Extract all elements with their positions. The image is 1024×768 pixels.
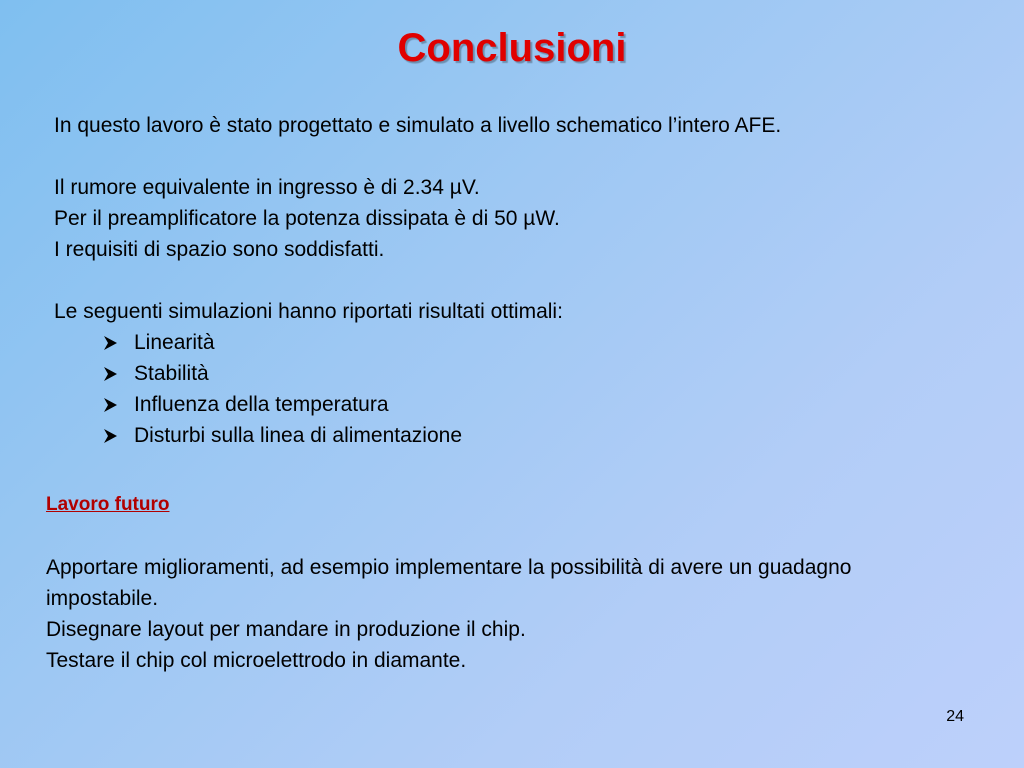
- bullet-label: Influenza della temperatura: [134, 393, 389, 416]
- conclusions-body: [54, 110, 781, 451]
- future-work-heading: Lavoro futuro: [46, 494, 170, 515]
- simulations-list: [54, 327, 781, 451]
- arrowhead-bullet-icon: [102, 428, 118, 444]
- result-space: I requisiti di spazio sono soddisfatti.: [54, 238, 385, 261]
- arrowhead-bullet-icon: [102, 397, 118, 413]
- slide-title: Conclusioni: [397, 26, 627, 70]
- list-item: [54, 420, 781, 451]
- result-noise: Il rumore equivalente in ingresso è di 2.34 µV.: [54, 176, 480, 199]
- future-item-improvements: Apportare miglioramenti, ad esempio implementare la possibilità di avere un guadagno impostabile.: [46, 556, 852, 610]
- simulations-intro: Le seguenti simulazioni hanno riportati risultati ottimali:: [54, 300, 563, 323]
- future-item-layout: Disegnare layout per mandare in produzione il chip.: [46, 618, 526, 641]
- list-item: [54, 327, 781, 358]
- page-number: 24: [946, 708, 964, 725]
- arrowhead-bullet-icon: [102, 335, 118, 351]
- list-item: [54, 358, 781, 389]
- arrowhead-bullet-icon: [102, 366, 118, 382]
- bullet-label: Disturbi sulla linea di alimentazione: [134, 424, 463, 447]
- bullet-label: Stabilità: [134, 362, 209, 385]
- bullet-label: Linearità: [134, 331, 215, 354]
- future-item-testing: Testare il chip col microelettrodo in diamante.: [46, 649, 467, 672]
- intro-text: In questo lavoro è stato progettato e simulato a livello schematico l’intero AFE.: [54, 114, 782, 137]
- list-item: [54, 389, 781, 420]
- future-work-body: [46, 552, 946, 676]
- result-power: Per il preamplificatore la potenza dissipata è di 50 µW.: [54, 207, 560, 230]
